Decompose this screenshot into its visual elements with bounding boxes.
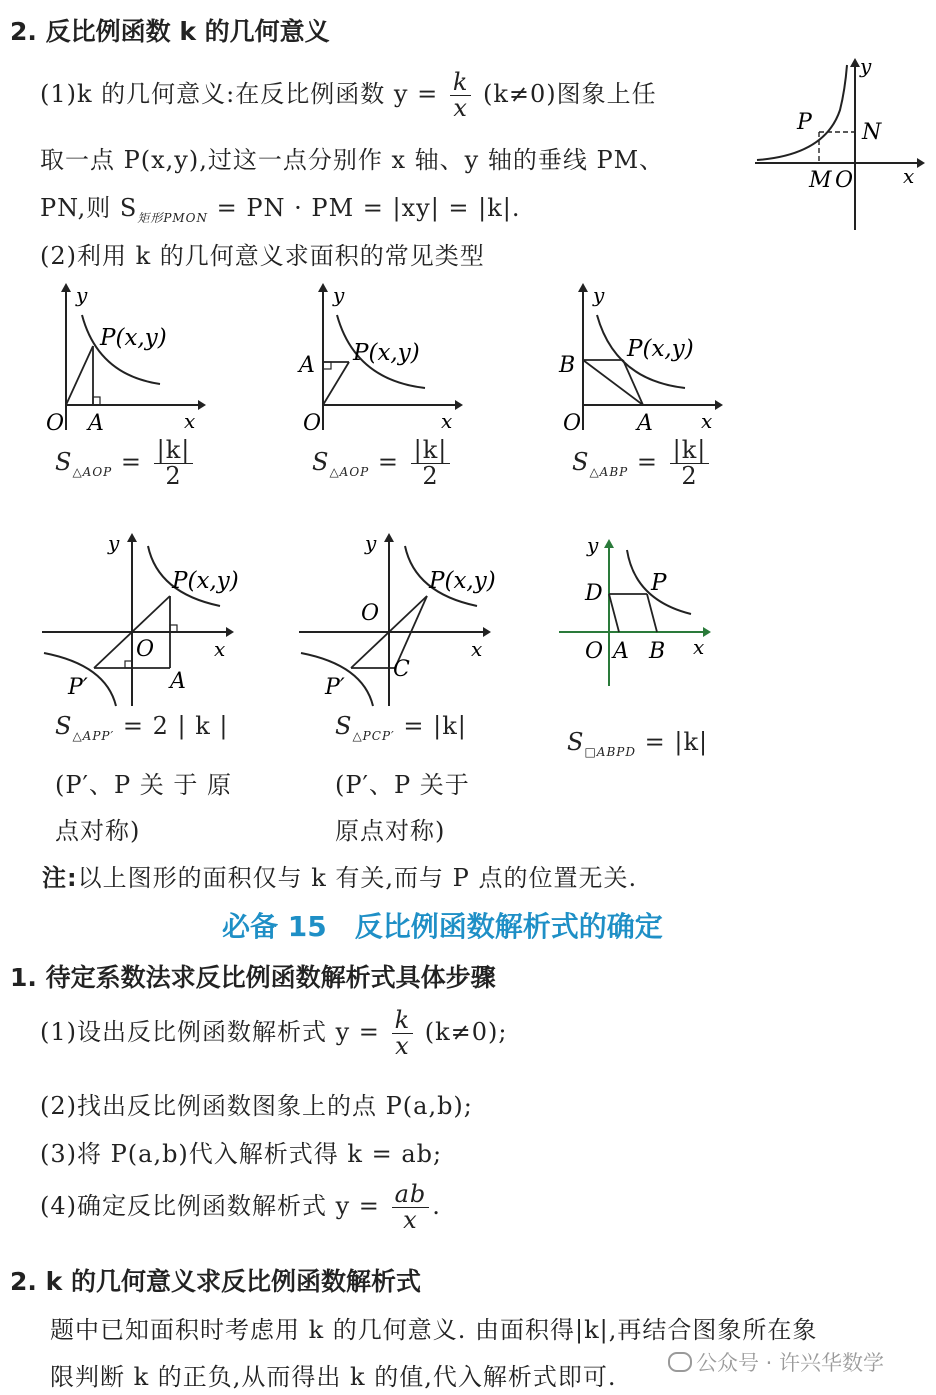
heading-number: 2. [10,17,37,46]
area-formula-5: $S_{\triangle PCP'} = |k|$ [335,712,467,743]
chat-bubble-icon [668,1352,692,1372]
heading-text: 反比例函数 k 的几何意义 [45,17,330,46]
paragraph-4: (2)利用 k 的几何意义求面积的常见类型 [40,242,485,270]
note-text: 以上图形的面积仅与 k 有关,而与 P 点的位置无关. [77,864,638,892]
section-heading-3: 2. k 的几何意义求反比例函数解析式 [10,1267,421,1296]
label-x: x [701,409,713,433]
label-P: P(x,y) [172,568,239,594]
fraction: $\frac{|k|}{2}$ [154,438,194,489]
paragraph-1 [40,68,657,123]
graph-1-3 [555,280,730,440]
label-y: y [365,531,377,555]
label-P-prime: P′ [68,675,88,700]
label-A: A [613,639,629,664]
step-3: (3)将 P(a,b)代入解析式得 k = ab; [40,1140,443,1168]
graph-2-3 [555,528,725,688]
label-P-prime: P′ [325,675,345,700]
area-formula-1: $S_{\triangle AOP}$ = $\frac{|k|}{2}$ [55,438,196,489]
label-x: x [693,635,705,659]
section-heading-1 [10,12,330,48]
note-2-2-line1: (P′、P 关于 [335,771,470,799]
label-y: y [587,533,599,557]
area-formula-4: $S_{\triangle APP'} = 2$ | k | [55,712,229,743]
label-x: x [471,637,483,661]
label-y: y [333,283,345,307]
text-run: (k≠0)图象上任 [483,80,657,109]
watermark: 公众号 · 许兴华数学 [668,1347,884,1377]
section-heading-2: 1. 待定系数法求反比例函数解析式具体步骤 [10,963,496,992]
label-y: y [76,283,88,307]
label-O: O [835,168,854,193]
label-P: P(x,y) [627,336,694,362]
label-M: M [809,168,832,193]
note-2-2-line2: 原点对称) [335,817,446,845]
label-N: N [862,120,882,145]
label-O: O [303,411,322,436]
label-P: P(x,y) [353,340,420,366]
label-P: P(x,y) [100,325,167,351]
note-2-1-line2: 点对称) [55,817,141,845]
graph-1-1 [38,280,208,440]
label-x: x [441,409,453,433]
fraction: $\frac{|k|}{2}$ [670,438,710,489]
label-y: y [860,55,872,78]
area-formula-2: $S_{\triangle AOP}$ = $\frac{|k|}{2}$ [312,438,453,489]
area-formula-3: $S_{\triangle ABP}$ = $\frac{|k|}{2}$ [572,438,712,489]
step-1: (1)设出反比例函数解析式 y = $\frac{k}{x}$ (k≠0); [40,1006,508,1061]
label-O: O [361,601,380,626]
label-O: O [585,639,604,664]
label-B: B [559,353,576,378]
fraction: $\frac{k}{x}$ [392,1008,414,1059]
label-y: y [593,283,605,307]
label-A: A [88,411,104,436]
graph-1-2 [295,280,470,440]
s3-line-2: 限判断 k 的正负,从而得出 k 的值,代入解析式即可. [50,1363,617,1391]
label-x: x [903,164,915,188]
label-B: B [649,639,666,664]
label-P: P(x,y) [429,568,496,594]
fraction: $\frac{|k|}{2}$ [411,438,451,489]
area-formula-6: $S_{□ABPD} = |k|$ [567,728,709,759]
label-O: O [563,411,582,436]
graph-2-1 [38,528,248,708]
label-D: D [585,581,603,606]
top-right-graph [745,55,925,235]
note-line [42,858,637,893]
label-P: P [651,570,667,596]
paragraph-2: 取一点 P(x,y),过这一点分别作 x 轴、y 轴的垂线 PM、 [40,146,665,174]
s3-line-1: 题中已知面积时考虑用 k 的几何意义. 由面积得|k|,再结合图象所在象 [50,1316,818,1344]
fraction: $\frac{k}{x}$ [450,70,472,121]
label-x: x [184,409,196,433]
label-O: O [136,637,155,662]
label-O: O [46,411,65,436]
section-title: 必备 15 反比例函数解析式的确定 [222,910,663,943]
note-label: 注: [42,864,78,892]
step-4: (4)确定反比例函数解析式 y = $\frac{ab}{x}$ . [40,1180,441,1235]
text-run: (1)k 的几何意义:在反比例函数 y = [40,80,439,109]
label-A: A [637,411,653,436]
label-x: x [214,637,226,661]
step-2: (2)找出反比例函数图象上的点 P(a,b); [40,1092,473,1120]
label-A: A [170,669,186,694]
paragraph-3: PN,则 $S_{矩形PMON}$ = PN · PM = |xy| = |k|. [40,194,521,225]
graph-2-2 [295,528,505,708]
note-2-1-line1: (P′、P 关 于 原 [55,771,232,799]
label-y: y [108,531,120,555]
label-P: P [797,110,812,135]
label-A: A [299,353,315,378]
label-C: C [393,657,410,682]
fraction: $\frac{ab}{x}$ [392,1182,430,1233]
